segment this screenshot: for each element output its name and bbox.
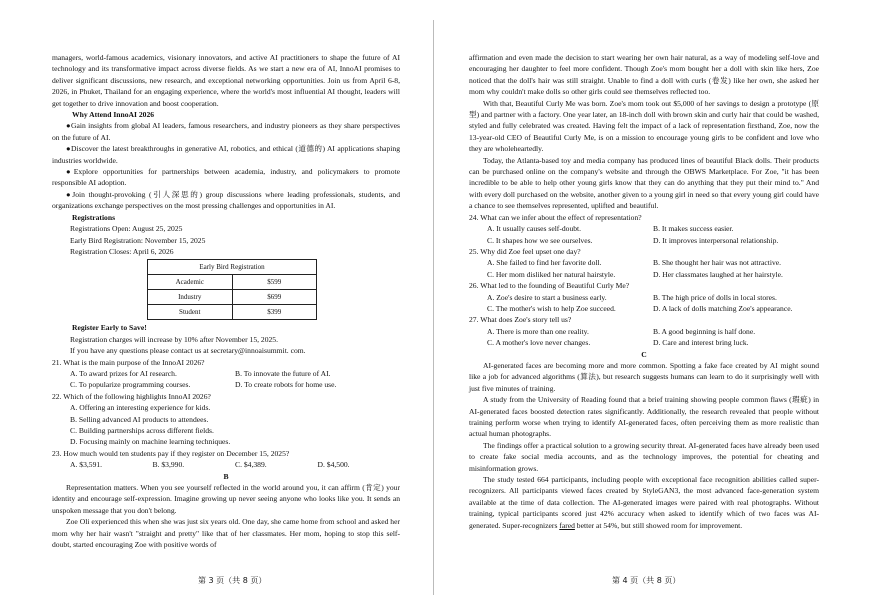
- c-paragraph-2: A study from the University of Reading found that a brief training showing people common flaws (瑕疵) in AI-generated faces boosted detection rates significantly. Additionally, the research revealed that people without training perform worse when trying to identify AI-generated faces, often perceiving them as more realistic than actual human photographs.: [469, 395, 819, 439]
- option: A. $3,591.: [70, 460, 103, 470]
- b-paragraph-3: affirmation and even made the decision to start wearing her own hair natural, as a way of modeling self-love and encouraging her daughter to feel more confident. Though Zoe's mom bought her a doll with skin like hers, Zoe noticed that the doll's hair was still straight. Unable to find a doll with curls (卷发) like her own, she asked her mom why couldn't make dolls so other girls could see themselves reflected too.: [469, 53, 819, 97]
- bullet-4: ●Join thought-provoking (引人深思的) group discussions where leading professionals, students, and organizations exchange perspectives on the most pressing challenges and opportunities in AI.: [52, 189, 400, 211]
- question-23: 23. How much would ten students pay if they register on December 15, 2025?: [52, 448, 290, 458]
- bullet-2: ●Discover the latest breakthroughs in generative AI, robotics, and ethical (道德的) AI applications shaping industries worldwide.: [52, 144, 400, 165]
- option: B. She thought her hair was not attractive.: [653, 258, 782, 268]
- underlined-word: fared: [559, 520, 575, 530]
- bullet-3: ●Explore opportunities for partnerships between academia, industry, and policymakers to promote responsible AI adoption.: [52, 167, 400, 188]
- option: C. It shapes how we see ourselves.: [487, 235, 593, 245]
- section-c-heading: C: [641, 349, 647, 359]
- question-26: 26. What led to the founding of Beautiful Curly Me?: [469, 281, 630, 291]
- option: D. Focusing mainly on machine learning techniques.: [70, 437, 231, 447]
- question-21: 21. What is the main purpose of the InnoAI 2026?: [52, 357, 205, 367]
- option: D. A lack of dolls matching Zoe's appearance.: [653, 303, 793, 313]
- b-paragraph-2: Zoe Oli experienced this when she was just six years old. One day, she came home from school and asked her mom why her hair wasn't "straight and pretty" like that of her classmates. Her mom, hoping to stop this self-doubt, started encouraging Zoe with positive words of: [52, 517, 400, 550]
- right-page-footer: 第 4 页（共 8 页）: [612, 576, 681, 585]
- option: C. Her mom disliked her natural hairstyle.: [487, 269, 616, 279]
- option: C. The mother's wish to help Zoe succeed.: [487, 303, 616, 313]
- charges-note: Registration charges will increase by 10% after November 15, 2025.: [70, 334, 278, 344]
- option: B. The high price of dolls in local stores.: [653, 292, 777, 302]
- left-page: [52, 52, 400, 550]
- option: C. Building partnerships across different fields.: [70, 425, 214, 435]
- option: B. A good beginning is half done.: [653, 326, 756, 336]
- early-bird-table: [147, 259, 317, 320]
- table-row: [148, 290, 317, 305]
- table-caption: Early Bird Registration: [148, 260, 317, 275]
- option: A. Zoe's desire to start a business early.: [487, 292, 607, 302]
- c-text-after: better at 54%, but still showed room for improvement.: [574, 520, 743, 530]
- b-paragraph-1: Representation matters. When you see yourself reflected in the world around you, it can affirm (肯定) your identity and encourage self-expression. Imagine growing up never seeing anyone who looks like you. It sends an unspoken message that you don't belong.: [52, 483, 400, 515]
- why-attend-heading: Why Attend InnoAI 2026: [72, 110, 155, 120]
- right-page: [469, 52, 819, 531]
- row-price: $399: [232, 305, 317, 320]
- question-22: 22. Which of the following highlights InnoAI 2026?: [52, 391, 211, 401]
- option: D. $4,500.: [317, 460, 350, 470]
- option: D. Her classmates laughed at her hairstyle.: [653, 269, 783, 279]
- row-price: $699: [232, 290, 317, 305]
- question-24: 24. What can we infer about the effect of representation?: [469, 212, 642, 222]
- row-type: Industry: [148, 290, 233, 305]
- row-type: Academic: [148, 275, 233, 290]
- intro-paragraph: managers, world-famous academics, visionary innovators, and active AI practitioners to shape the future of AI technology and its transformative impact across diverse fields. As we start a new era of AI, InnoAI promises to deliver significant discussions, new research, and exceptional networking opportunities. Join us from April 6-8, 2026, in Phuket, Thailand for an engaging experience, where the world's most influential AI thought, leaders will get together to drive innovation and boost cooperation.: [52, 53, 400, 108]
- question-25: 25. Why did Zoe feel upset one day?: [469, 246, 581, 256]
- q27-options: [469, 326, 819, 349]
- row-type: Student: [148, 305, 233, 320]
- registrations-heading: Registrations: [72, 212, 116, 222]
- option: B. It makes success easier.: [653, 224, 734, 234]
- option: A. It usually causes self-doubt.: [487, 224, 582, 234]
- reg-early-bird: Early Bird Registration: November 15, 2025: [70, 235, 206, 245]
- option: A. Offering an interesting experience for kids.: [70, 403, 211, 413]
- c-paragraph-1: AI-generated faces are becoming more and more common. Spotting a fake face created by AI might sound like a job for advanced algorithms (算法), but research suggests humans can learn to do it surprisingly well with just five minutes of training.: [469, 360, 819, 393]
- page-divider: [433, 20, 434, 595]
- option: C. To popularize programming courses.: [70, 380, 191, 390]
- c-paragraph-3: The findings offer a practical solution to a growing security threat. AI-generated faces have already been used to create fake social media accounts, and as the technology improves, the potential for cheating and misinformation grows.: [469, 440, 819, 473]
- section-b-heading: B: [223, 471, 229, 481]
- option: D. It improves interpersonal relationship.: [653, 235, 779, 245]
- contact-note: If you have any questions please contact us at secretary@innoaisummit. com.: [70, 346, 306, 356]
- left-page-footer: 第 3 页（共 8 页）: [198, 576, 267, 585]
- option: B. Selling advanced AI products to attendees.: [70, 414, 209, 424]
- option: A. She failed to find her favorite doll.: [487, 258, 602, 268]
- option: A. There is more than one reality.: [487, 326, 589, 336]
- q25-options: [469, 257, 819, 280]
- q24-options: [469, 223, 819, 246]
- b-paragraph-5: Today, the Atlanta-based toy and media company has produced lines of beautiful Black dolls. Their products can be purchased online on the company's website and through the OBWS Marketplace. For Zoe, "it has been incredible to be able to help other young girls know that they can do anything that they put their mind to." And with every doll purchased on the website, another given to a young girl in need so that every young girl could have a chance to see themselves represented, uplifted and beautiful.: [469, 155, 819, 211]
- row-price: $599: [232, 275, 317, 290]
- reg-open: Registrations Open: August 25, 2025: [70, 224, 183, 234]
- question-27: 27. What does Zoe's story tell us?: [469, 315, 572, 325]
- option: B. To innovate the future of AI.: [235, 368, 331, 378]
- q21-options: [52, 368, 400, 391]
- c-text-before: The study tested 664 participants, including people with exceptional face recognition abilities called super-recognizers. All participants viewed faces created by StyleGAN3, the most advanced face-generation system available at the time of data collection. The AI-generated images were paired with real photographs. Without training, typical participants scored just 42% accuracy when asked to identify which of two faces was AI-generated. Super-recognizers: [469, 475, 819, 530]
- bullet-1: ●Gain insights from global AI leaders, famous researchers, and industry pioneers as they share perspectives on the future of AI.: [52, 121, 400, 142]
- option: B. $3,990.: [152, 460, 185, 470]
- b-paragraph-4: With that, Beautiful Curly Me was born. Zoe's mom took out $5,000 of her savings to design a prototype (原型) and partner with a factory. One year later, an 18-inch doll with brown skin and curly hair that could be washed, styled and fully celebrated was created. Having felt the impact of a lack of representation firsthand, Zoe, now the 13-year-old CEO of Beautiful Curly Me, is on a mission to encourage young girls to be confident and love who they are wholeheartedly.: [469, 98, 819, 154]
- register-early-heading: Register Early to Save!: [72, 323, 147, 333]
- option: D. Care and interest bring luck.: [653, 338, 749, 348]
- c-paragraph-4: [469, 474, 819, 531]
- option: A. To award prizes for AI research.: [70, 368, 177, 378]
- table-row: [148, 275, 317, 290]
- option: D. To create robots for home use.: [235, 380, 337, 390]
- option: C. A mother's love never changes.: [487, 338, 591, 348]
- q23-options: [52, 459, 400, 470]
- table-row: [148, 305, 317, 320]
- q26-options: [469, 292, 819, 315]
- reg-closes: Registration Closes: April 6, 2026: [70, 246, 174, 256]
- option: C. $4,389.: [235, 460, 267, 470]
